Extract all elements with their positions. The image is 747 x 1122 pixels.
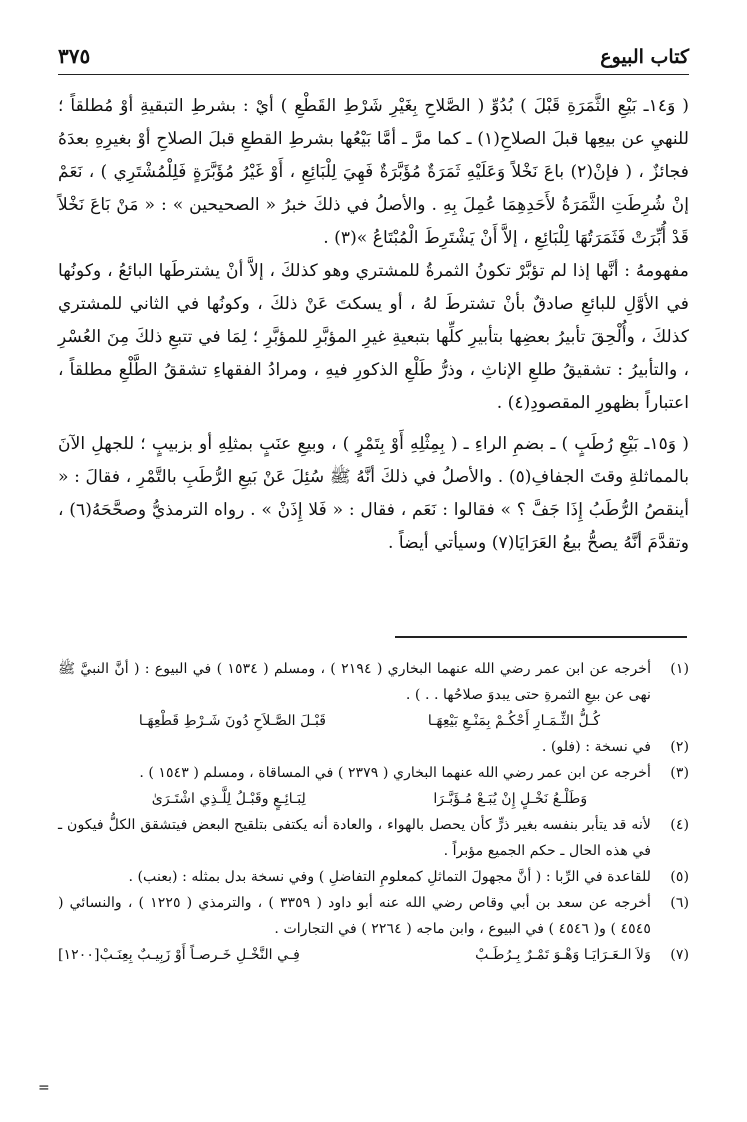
footnote-number: (٢) (670, 739, 689, 755)
footnote-1 (58, 656, 689, 708)
page-header (58, 44, 689, 75)
footnote-number: (٦) (670, 895, 689, 911)
footnote-6 (58, 890, 689, 942)
verse-hemistich: وَطَلْـعُ نَخْـلٍ إِنْ يُبَـعْ مُـؤَبَّـرَا (433, 791, 588, 807)
paragraph-1: ( وَ١٤ـ بَيْعِ الثَّمَرَةِ قَبْلَ ) بُدُوِّ ( الصَّلاحِ بِغَيْرِ شَرْطِ القَطْعِ ) أيْ : بشرطِ التبقيةِ أوْ مُطلقاً ؛ للنهيِ عن بيعِها قبلَ الصلاحِ(١) ـ كما مرَّ ـ أمَّا بَيْعُها بشرطِ القطعِ قبلَ الصلاحِ أوْ بغيرِهِ بعدَهُ فجائزٌ ، ( فإنْ(٢) باعَ نَخْلاً وَعَلَيْهِ ثَمَرَةٌ مُؤَبَّرَةٌ فَهِيَ لِلْبَائِعِ ، أَوْ غَيْرُ مُؤَبَّرَةٍ فَلِلْمُشْتَرِي ) ، نَعَمْ إنْ شُرِطَتِ الثَّمَرَةُ لأَحَدِهِمَا عُمِلَ بِهِ . والأصلُ في ذلكَ خبرُ « الصحيحين » : « مَنْ بَاعَ نَخْلاً قَدْ أُبِّرَتْ فَثَمَرَتُهَا لِلْبَائِعِ ، إلاَّ أَنْ يَشْتَرِطَ الْمُبْتَاعُ »(٣) . (58, 96, 689, 248)
footnote-3 (58, 760, 689, 786)
running-title: كتاب البيوع (600, 46, 689, 68)
footnote-separator (395, 636, 687, 638)
footnotes (58, 656, 689, 968)
paragraph-2: مفهومهُ : أنَّها إذا لم تؤبَّرْ تكونُ الثمرةُ للمشتري وهو كذلكَ ، إلاَّ أنْ يشترطَها البائعُ ، وكونُها في الأوَّلِ للبائعِ صادقٌ بأنْ تشترطَ لهُ ، أو يسكتَ عَنْ ذلكَ ، وكونُها في الثاني للمشتري كذلكَ ، وأُلْحِقَ تأبيرُ بعضِها بتأبيرِ كلِّها بتبعيةِ غيرِ المؤبَّرِ للمؤبَّرِ ؛ لِمَا في تتبعِ ذلكَ مِنَ العُسْرِ ، والتأبيرُ : تشقيقُ طلعِ الإناثِ ، وذرُّ طَلْعِ الذكورِ فيهِ ، ومرادُ الفقهاءِ تشققُ الطَّلْعِ مطلقاً ، اعتباراً بظهورِ المقصودِ(٤) . (58, 261, 689, 413)
footnote-number: (٤) (670, 817, 689, 833)
footnote-text: للقاعدة في الرِّبا : ( أنَّ مجهولَ التماثلِ كمعلومِ التفاضلِ ) وفي نسخة بدل بمثله : (بعنب) . (128, 869, 651, 885)
footnote-number: (٣) (670, 765, 689, 781)
verse-hemistich: كُـلُّ الثِّـمَـارِ أَحْكُـمْ بِمَنْـعِ بَيْعِهَـا (427, 713, 601, 729)
main-text (58, 90, 689, 560)
footnote-4 (58, 812, 689, 864)
footnote-number: (٧) (670, 947, 689, 963)
page-number: ٣٧٥ (58, 44, 91, 68)
footnote-text: لأنه قد يتأبر بنفسه بغير ذرٍّ كأن يحصل بالهواء ، والعادة أنه يكتفى بتلقيح البعض فيتشقق الكلُّ فيكون ـ في هذه الحال ـ حكم الجميع مؤبراً . (58, 817, 651, 859)
verse-hemistich: فِـي النَّخْـلِ خَـرصـاً أَوْ زَبِيـبٌ بِعِنَـبْ[١٢٠٠] (58, 947, 300, 963)
paragraph-3: ( وَ١٥ـ بَيْعِ رُطَبٍ ) ـ بضمِ الراءِ ـ ( بِمِثْلِهِ أَوْ بِتَمْرٍ ) ، وبيعِ عنَبٍ بمثلِهِ أو بزبيبٍ ؛ للجهلِ الآنَ بالمماثلةِ وقتَ الجفافِ(٥) . والأصلُ في ذلكَ أنَّهُ ﷺ سُئِلَ عَنْ بَيعِ الرُّطَبِ بالتَّمْرِ ، فقالَ : « أينقصُ الرُّطَبُ إِذَا جَفَّ ؟ » فقالوا : نَعَم ، فقال : « فَلا إِذَنْ » . رواه الترمذيُّ وصحَّحَهُ(٦) ، وتقدَّمَ أنَّهُ يصحُّ بيعُ العَرَايَا(٧) وسيأتي أيضاً . (58, 434, 690, 553)
footnote-number: (٥) (670, 869, 689, 885)
footnote-text: أخرجه عن ابن عمر رضي الله عنهما البخاري ( ٢١٩٤ ) ، ومسلم ( ١٥٣٤ ) في البيوع : ( أنَّ النبيَّ ﷺ نهى عن بيعِ الثمرةِ حتى يبدوَ صلاحُها . . ) . (58, 661, 652, 703)
verse-hemistich: قَبْـلَ الصَّـلاَحِ دُونَ شَـرْطِ قَطْعِهَـا (138, 713, 327, 729)
footnote-5 (58, 864, 689, 890)
footnote-1-verse (58, 708, 689, 734)
footnote-text: في نسخة : (فلو) . (541, 739, 651, 755)
footnote-text: أخرجه عن ابن عمر رضي الله عنهما البخاري ( ٢٣٧٩ ) في المساقاة ، ومسلم ( ١٥٤٣ ) . (139, 765, 651, 781)
margin-mark: = (38, 1080, 50, 1096)
verse-hemistich: وَلاَ الـعَـرَايَـا وَهْـوَ تَمْـرٌ بِـرُطَـبْ (475, 947, 651, 963)
footnote-text: أخرجه عن سعد بن أبي وقاص رضي الله عنه أبو داود ( ٣٣٥٩ ) ، والترمذي ( ١٢٢٥ ) ، والنسائي ( ٤٥٤٥ ) و( ٤٥٤٦ ) في البيوع ، وابن ماجه ( ٢٢٦٤ ) في التجارات . (58, 895, 651, 937)
verse-hemistich: لِبَـائِـعٍ وقَبْـلُ لِلَّـذِي اشْتَـرَىٰ (151, 791, 306, 807)
footnote-7-verse (58, 942, 651, 968)
footnote-2 (58, 734, 689, 760)
footnote-number: (١) (670, 661, 689, 677)
footnote-7 (58, 942, 689, 968)
footnote-3-verse (58, 786, 689, 812)
